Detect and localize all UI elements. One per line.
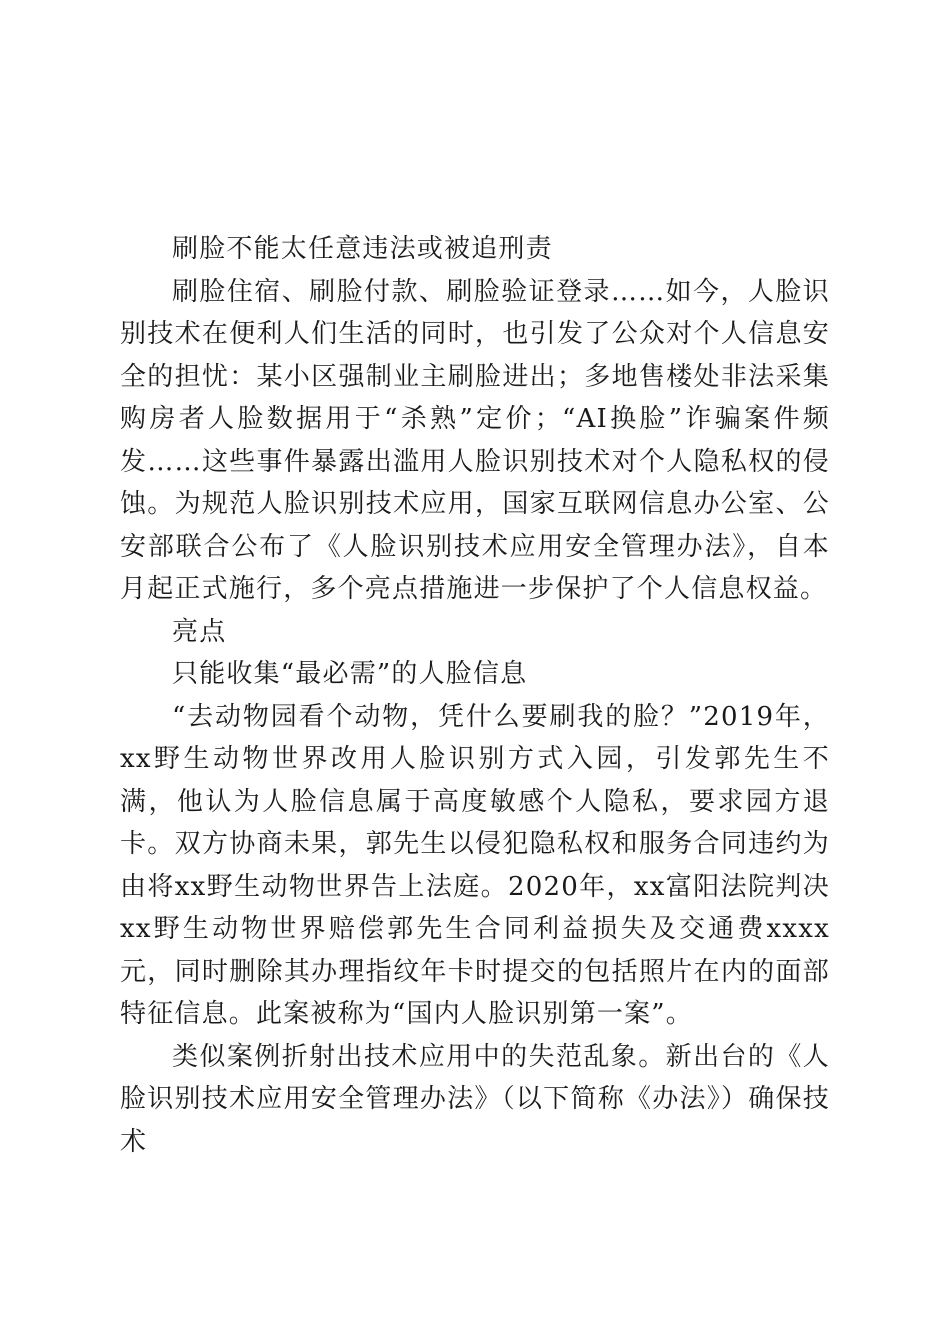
paragraph-case: “去动物园看个动物，凭什么要刷我的脸？”2019年，xx野生动物世界改用人脸识别方式入园，引发郭先生不满，他认为人脸信息属于高度敏感个人隐私，要求园方退卡。双方协商未果，郭先生以侵犯隐私权和服务合同违约为由将xx野生动物世界告上法庭。2020年，xx富阳法院判决xx野生动物世界赔偿郭先生合同利益损失及交通费xxxx元，同时删除其办理指纹年卡时提交的包括照片在内的面部特征信息。此案被称为“国内人脸识别第一案”。 bbox=[120, 701, 830, 1029]
section-label: 亮点 bbox=[172, 616, 227, 647]
document-body bbox=[120, 228, 830, 1163]
article-heading: 刷脸不能太任意违法或被追刑责 bbox=[172, 234, 553, 264]
section-subheading: 只能收集“最必需”的人脸信息 bbox=[172, 659, 528, 689]
paragraph-intro: 刷脸住宿、刷脸付款、刷脸验证登录……如今，人脸识别技术在便利人们生活的同时，也引发了公众对个人信息安全的担忧：某小区强制业主刷脸进出；多地售楼处非法采集购房者人脸数据用于“杀熟”定价；“AI换脸”诈骗案件频发……这些事件暴露出滥用人脸识别技术对个人隐私权的侵蚀。为规范人脸识别技术应用，国家互联网信息办公室、公安部联合公布了《人脸识别技术应用安全管理办法》，自本月起正式施行，多个亮点措施进一步保护了个人信息权益。 bbox=[120, 276, 830, 604]
paragraph-analysis: 类似案例折射出技术应用中的失范乱象。新出台的《人脸识别技术应用安全管理办法》（以下简称《办法》）确保技术 bbox=[120, 1041, 830, 1157]
